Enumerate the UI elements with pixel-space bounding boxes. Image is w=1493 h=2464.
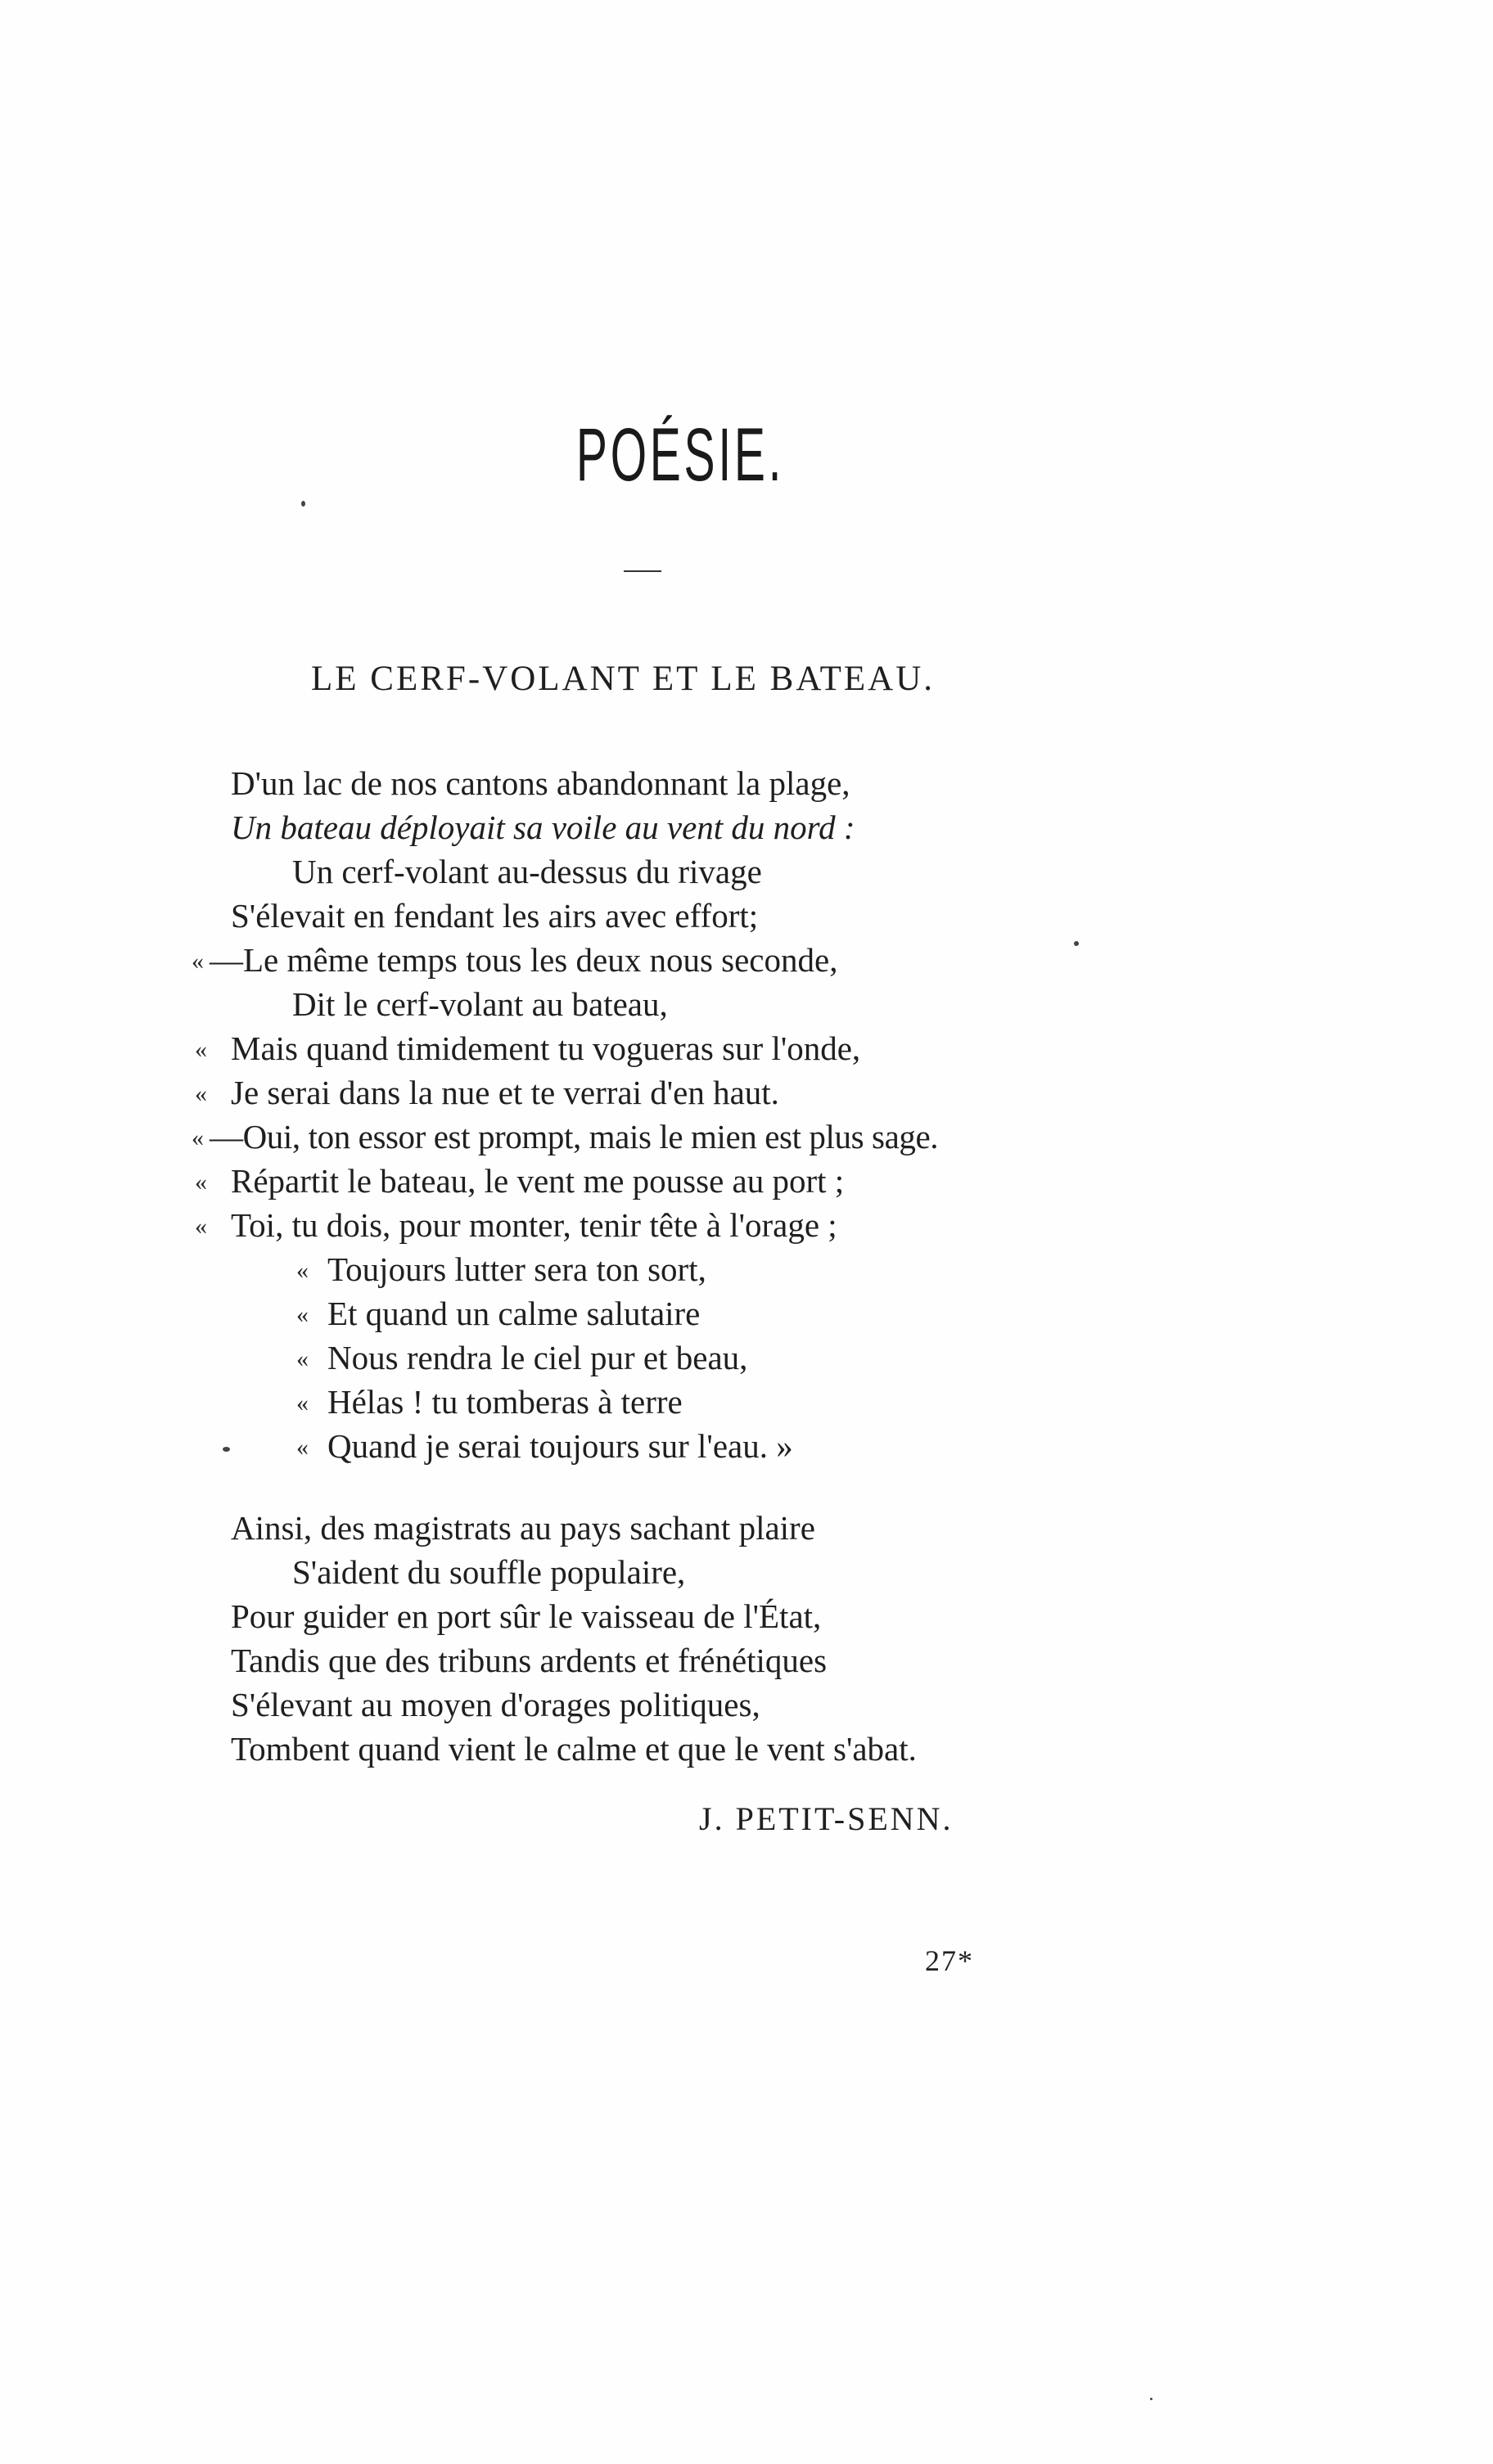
- quote-mark: «: [195, 1169, 207, 1196]
- verse-line: Dit le cerf-volant au bateau,: [292, 985, 668, 1023]
- verse-line: Toi, tu dois, pour monter, tenir tête à l'orage ;: [231, 1206, 837, 1244]
- quote-mark: «: [192, 1124, 204, 1151]
- scan-speck: [301, 501, 305, 507]
- verse-line: Un bateau déployait sa voile au vent du nord :: [231, 809, 855, 846]
- poem-title: LE CERF-VOLANT ET LE BATEAU.: [311, 660, 936, 698]
- verse-line: Quand je serai toujours sur l'eau. »: [327, 1427, 793, 1465]
- scan-speck: [223, 1447, 230, 1452]
- verse-line: S'élevant au moyen d'orages politiques,: [231, 1686, 760, 1723]
- quote-mark: «: [296, 1345, 309, 1372]
- verse-line: Et quand un calme salutaire: [327, 1295, 701, 1332]
- author-signature: J. PETIT-SENN.: [699, 1800, 954, 1837]
- quote-mark: «: [296, 1301, 309, 1328]
- verse-line: —Oui, ton essor est prompt, mais le mien est plus sage.: [210, 1118, 939, 1155]
- quote-mark: «: [296, 1257, 309, 1284]
- scan-speck: [1074, 941, 1079, 946]
- verse-line: —Le même temps tous les deux nous seconde,: [210, 941, 838, 979]
- verse-line: Mais quand timidement tu vogueras sur l'onde,: [231, 1029, 861, 1067]
- verse-line: Ainsi, des magistrats au pays sachant plaire: [231, 1509, 815, 1547]
- verse-line: S'aident du souffle populaire,: [292, 1553, 686, 1591]
- page-number: 27*: [925, 1944, 974, 1977]
- quote-mark: «: [192, 948, 204, 975]
- verse-line: Tombent quand vient le calme et que le vent s'abat.: [231, 1730, 917, 1768]
- quote-mark: «: [195, 1036, 207, 1063]
- title-divider: [624, 570, 661, 572]
- verse-line: D'un lac de nos cantons abandonnant la plage,: [231, 764, 850, 802]
- verse-line: Toujours lutter sera ton sort,: [327, 1250, 706, 1288]
- verse-line: Tandis que des tribuns ardents et frénétiques: [231, 1642, 828, 1679]
- section-title: POÉSIE.: [575, 413, 785, 497]
- quote-mark: «: [195, 1080, 207, 1107]
- scan-speck: [1150, 2398, 1152, 2400]
- verse-line: Répartit le bateau, le vent me pousse au port ;: [231, 1162, 845, 1200]
- verse-line: Nous rendra le ciel pur et beau,: [327, 1339, 748, 1376]
- verse-line: Pour guider en port sûr le vaisseau de l'État,: [231, 1597, 822, 1635]
- verse-line: Un cerf-volant au-dessus du rivage: [292, 853, 762, 890]
- quote-mark: «: [296, 1434, 309, 1461]
- quote-mark: «: [195, 1213, 207, 1240]
- verse-line: S'élevait en fendant les airs avec effort;: [231, 897, 759, 935]
- verse-line: Hélas ! tu tomberas à terre: [327, 1383, 683, 1421]
- verse-line: Je serai dans la nue et te verrai d'en haut.: [231, 1074, 779, 1111]
- quote-mark: «: [296, 1390, 309, 1417]
